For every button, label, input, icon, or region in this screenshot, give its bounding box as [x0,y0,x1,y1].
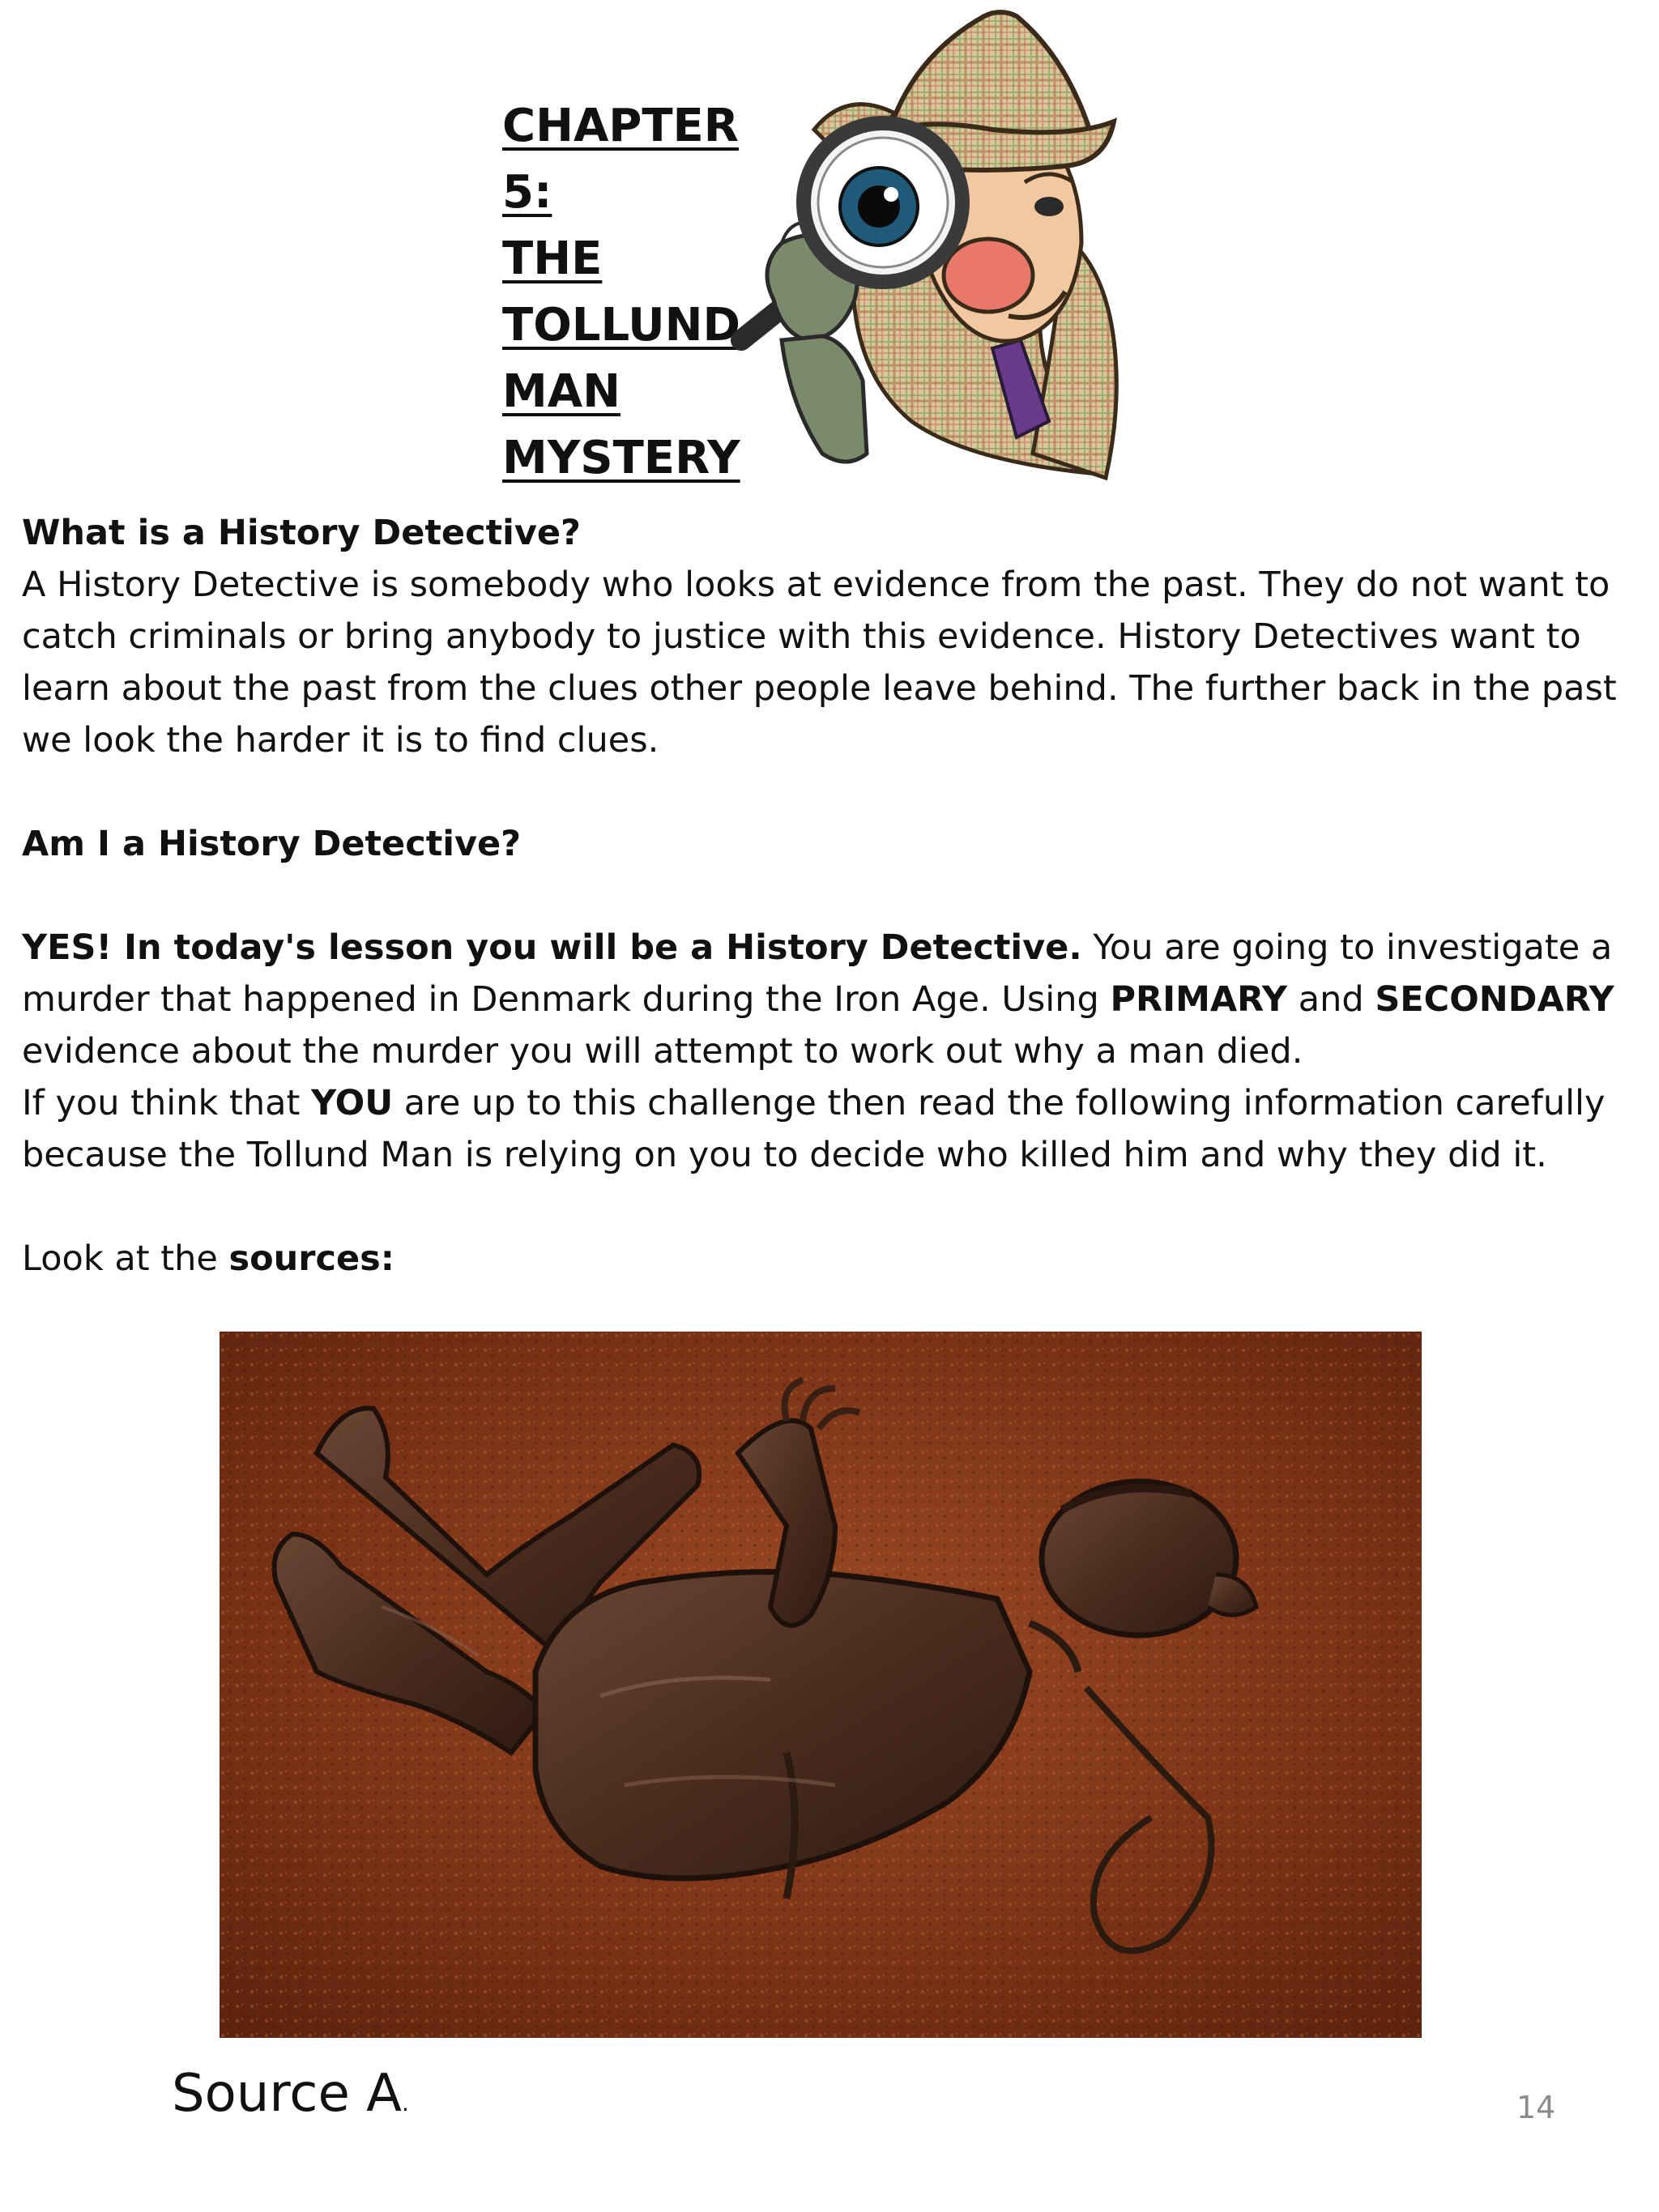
primary-keyword: PRIMARY [1110,979,1288,1020]
bog-body-photo [220,1332,1422,2038]
lesson-bold-intro: YES! In today's lesson you will be a History Detective. [22,927,1082,968]
title-line-4: MAN [502,365,621,418]
secondary-keyword: SECONDARY [1375,979,1614,1020]
paragraph-definition: A History Detective is somebody who looks at evidence from the past. They do not want to catch criminals or bring anybody to justice with this evidence. History Detectives want to learn about the past from the clues other people leave behind. The further back in the past we look the harder it is to find clues. [22,565,1617,761]
sources-text: Look at the [22,1238,229,1279]
lesson-text-b: and [1287,979,1375,1020]
sources-keyword: sources: [228,1238,394,1279]
title-line-1: CHAPTER 5: [502,100,739,219]
challenge-text-b: are up to this challenge then read the following information carefully because the Tollund Man is relying on you to decide who killed him and why they did it. [22,1083,1606,1175]
challenge-text-a: If you think that [22,1083,312,1123]
caption-text: Source A [172,2064,402,2124]
you-keyword: YOU [311,1083,394,1123]
sources-line [22,1233,1638,1285]
heading-am-i: Am I a History Detective? [22,824,522,864]
heading-what-is: What is a History Detective? [22,513,581,553]
lesson-text-c: evidence about the murder you will attempt to work out why a man died. [22,1031,1303,1072]
paragraph-lesson [22,922,1638,1077]
page-number: 14 [1516,2090,1556,2125]
paragraph-challenge [22,1077,1638,1181]
title-line-5: MYSTERY [502,432,740,484]
title-line-2: THE [502,232,603,285]
title-line-3: TOLLUND [502,299,740,352]
body-text [22,507,1638,1285]
caption-dot: . [401,2090,409,2116]
lesson-text-a: You are going to investigate a murder that happened in Denmark during the Iron Age. Using [22,927,1613,1020]
detective-magnifying-glass-icon [725,0,1243,486]
photo-caption [172,2064,409,2124]
